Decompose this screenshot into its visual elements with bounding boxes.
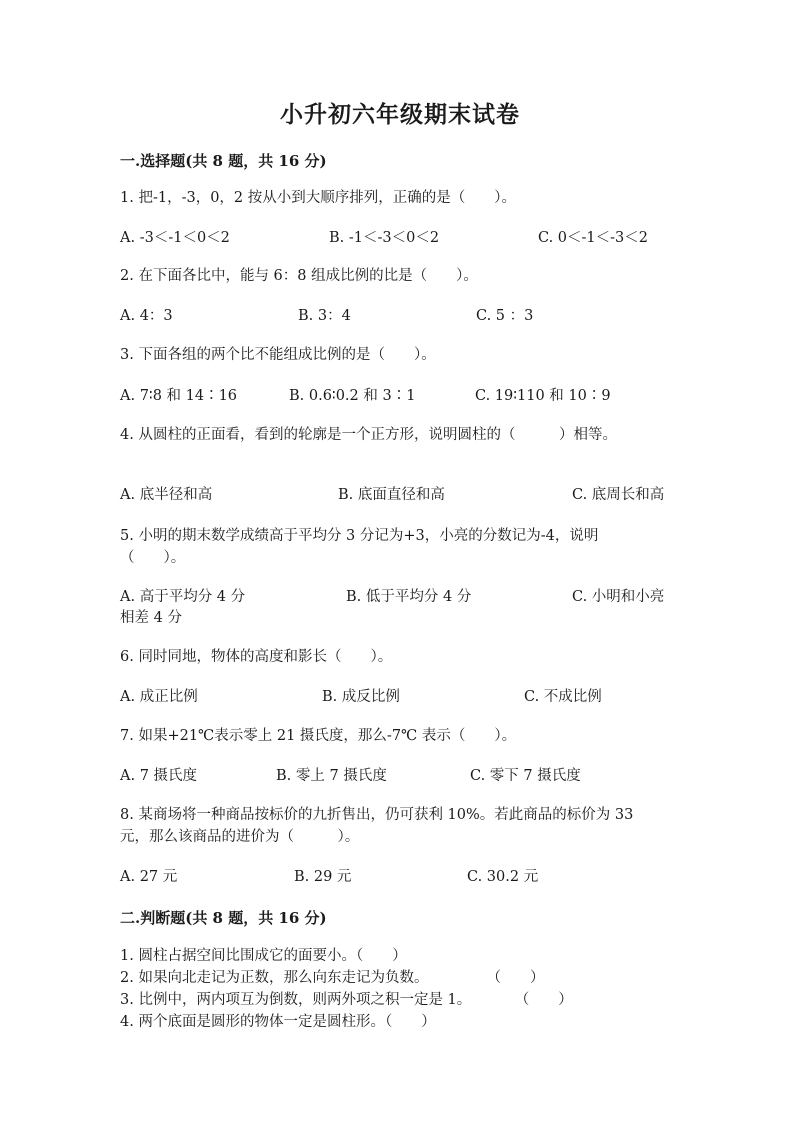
option-a: A. 27 元 (120, 869, 178, 885)
option-c: C. 0＜-1＜-3＜2 (538, 230, 648, 246)
option-c: C. 5 ：3 (476, 308, 534, 324)
judgment-item: 3. 比例中，两内项互为倒数，则两外项之积一定是 1。 （ ） (120, 992, 573, 1008)
judgment-item: 4. 两个底面是圆形的物体一定是圆柱形。（ ） (120, 1014, 436, 1030)
section-heading-judgment: 二.判断题(共 8 题，共 16 分) (120, 909, 327, 927)
option-b: B. 0.6∶0.2 和 3∶1 (289, 388, 416, 404)
question-stem: 1. 把-1，-3，0，2 按从小到大顺序排列，正确的是（ ）。 (120, 190, 517, 206)
question-stem-line: 8. 某商场将一种商品按标价的九折售出，仍可获利 10%。若此商品的标价为 33 (120, 807, 634, 823)
question-stem-line: 元，那么该商品的进价为（ ）。 (120, 829, 360, 845)
option-b: B. 低于平均分 4 分 (346, 589, 472, 605)
option-c: C. 30.2 元 (467, 869, 539, 885)
question-stem (120, 804, 680, 848)
option-a: A. 高于平均分 4 分 (120, 589, 246, 605)
option-a: A. 底半径和高 (120, 487, 213, 503)
judgment-item: 2. 如果向北走记为正数，那么向东走记为负数。 （ ） (120, 970, 545, 986)
question-stem: 7. 如果+21℃表示零上 21 摄氏度，那么-7℃ 表示（ ）。 (120, 728, 517, 744)
option-a: A. -3＜-1＜0＜2 (120, 230, 230, 246)
question-stem-line: 5. 小明的期末数学成绩高于平均分 3 分记为+3，小亮的分数记为-4，说明 (120, 528, 599, 544)
question-stem: 2. 在下面各比中，能与 6：8 组成比例的比是（ ）。 (120, 268, 478, 284)
question-stem-line: （ ）。 (120, 550, 186, 566)
option-b: B. 底面直径和高 (338, 487, 445, 503)
option-c: C. 底周长和高 (572, 487, 665, 503)
question-stem: 4. 从圆柱的正面看，看到的轮廓是一个正方形，说明圆柱的（ ）相等。 (120, 427, 617, 443)
option-a: A. 4：3 (120, 308, 173, 324)
option-a: A. 7∶8 和 14∶16 (120, 388, 238, 404)
option-c: C. 不成比例 (524, 689, 602, 705)
option-b: B. 29 元 (294, 869, 352, 885)
page-title: 小升初六年级期末试卷 (280, 101, 520, 128)
question-stem: 6. 同时同地，物体的高度和影长（ ）。 (120, 649, 393, 665)
option-b: B. 零上 7 摄氏度 (276, 768, 387, 784)
question-stem: 3. 下面各组的两个比不能组成比例的是（ ）。 (120, 347, 436, 363)
option-a: A. 成正比例 (120, 689, 198, 705)
option-a: A. 7 摄氏度 (120, 768, 198, 784)
option-c: C. 零下 7 摄氏度 (470, 768, 581, 784)
question-stem (120, 525, 680, 569)
option-b: B. 3：4 (298, 308, 351, 324)
judgment-item: 1. 圆柱占据空间比围成它的面要小。（ ） (120, 948, 407, 964)
option-b: B. -1＜-3＜0＜2 (329, 230, 440, 246)
option-c: C. 小明和小亮 (572, 589, 665, 605)
option-c-wrap: 相差 4 分 (120, 610, 182, 626)
section-heading-choice: 一.选择题(共 8 题，共 16 分) (120, 152, 327, 170)
option-b: B. 成反比例 (322, 689, 400, 705)
option-c: C. 19∶110 和 10∶9 (475, 388, 611, 404)
